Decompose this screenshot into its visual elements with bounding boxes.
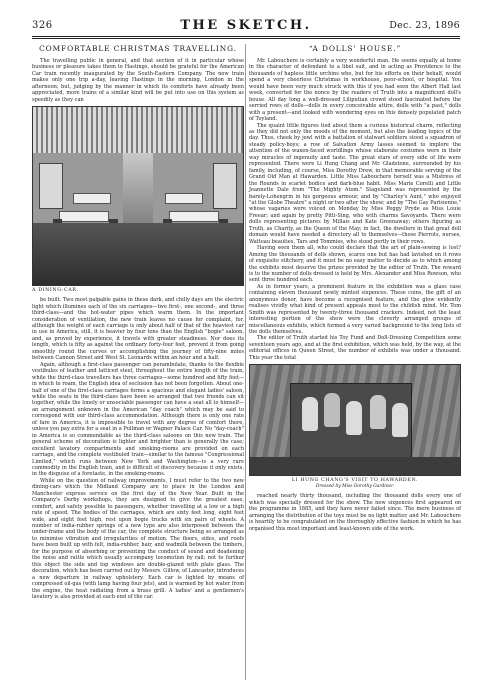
page-number: 326: [32, 20, 53, 31]
article-body: [249, 58, 461, 361]
issue-date: Dec. 23, 1896: [389, 20, 460, 31]
paragraph: The travelling public in general, and that section of it in particular whose business or pleasure takes them to Hastings, should be grateful for the American Car train recently inaugurated by the South-Eastern Company. The new train makes only one trip a-day, leaving Hastings in the morning, London in the afternoon; but, judging by the manner in which its comforts have already been appreciated, more trains of a similar kind will be put into use on this system as speedily as they can: [32, 58, 244, 103]
paragraph: reached nearly thirty thousand, including the thousand dolls every one of which was specially dressed for the show. The new sixpences first appeared on the programme in 1885, and they have never failed since. The mere business of arranging the distribution of the toys must be no light matter, and Mr. Labouchere is heartily to be congratulated on the thoroughly effective fashion in which he has organised this most important and least-known side of the work.: [249, 493, 461, 532]
dining-car-figure: [32, 106, 244, 293]
article-title: COMFORTABLE CHRISTMAS TRAVELLING.: [39, 44, 237, 53]
paragraph: Mr. Labouchere is certainly a very wonderful man. He seems equally at home in the character of defendant to a libel suit, and in acting as Providence to the thousands of hapless little urchins who, but for his efforts on their behalf, would spend a very cheerless Christmas in workhouse, poor-school, or hospital. You would have been very much struck with this if you had seen the Albert Hall last week, converted for the nonce by the readers of Truth into a magnificent doll's house. All day long a well-dressed Liliputian crowd stood fascinated before the serried rows of dolls—dolls in every conceivable attire, dolls with "a past," dolls with a present—and looked with wondering eyes on this densely populated patch of Toyland.: [249, 58, 461, 123]
column-divider: [245, 44, 246, 680]
header-rule-thin: [32, 38, 460, 39]
figure-credit: Dressed by Miss Dorothy Gardiner.: [315, 484, 395, 490]
paragraph: The editor of Truth started his Toy Fund and Doll-Dressing Competition some seventeen years ago, and at the first exhibition, which was held, by the way, at the editorial offices in Queen Street, the number of exhibits was under a thousand. This year the total: [249, 335, 461, 361]
running-header: [32, 18, 460, 34]
article-dolls-house: [249, 43, 461, 532]
article-title: “A DOLLS' HOUSE.”: [308, 44, 402, 53]
paragraph: As in former years, a prominent feature in the exhibition was a glass case containing eleven thousand newly minted sixpences. These coins, the gift of an anonymous donor, have become a recognised feature, and the glow evidently realises vividly what kind of present appeals most to the childish mind. Mr. Tom Smith was represented by twenty-three thousand crackers. Indeed, not the least interesting portion of the show were the cleverly arranged groups of miscellaneous exhibits, which formed a very varied background to the long lists of the dolls themselves.: [249, 283, 461, 336]
article-tail: [249, 493, 461, 532]
article-christmas-travelling: [32, 43, 244, 600]
figure-caption: LI HUNG CHANG'S VISIT TO HAWARDEN.: [291, 478, 419, 484]
dining-car-illustration: [32, 106, 244, 286]
article-body: [32, 297, 244, 600]
paragraph: Having seen them all, who could declare that the art of plain-sewing is lost? Among the thousands of dolls shown, scarce one but has had lavished on it rows of exquisite stitchery, and it must be no easy matter to decide as to which among the exhibits most deserve the prizes provided by the editor of Truth. The reward is to the number of dolls dressed is held by Mrs. Alexander and Miss Rowson, who sent three hundred each.: [249, 245, 461, 284]
header-rule: [32, 36, 460, 37]
paragraph: be built. Two most palpable gains in these dark, and chilly days are the electric light which illumines each of the six carriages—two first-, one second-, and three third-class—and the hot-water pipes which warm them. In the important consideration of ventilation, the new train leaves no cause for complaint, for, although the weight of each carriage is only about half of that of the heaviest car in use in America, still, it is heavier by four tons than the English "bogie" saloon, and, as proved by experience, it travels with greater steadiness. Nor does its length, which is fifty as against the ordinary forty-four feet, prevent it from going smoothly round the curves or accomplishing the journey of fifty-nine miles between Cannon Street and West St. Leonards within an hour and a half.: [32, 297, 244, 362]
doll-group-photograph: [249, 364, 461, 476]
paragraph: Again, although a first-class passenger can perambulate, thanks to the flexible vestibules of leather and latticed steel, throughout the entire length of the train, while the third-class travellers has three carriages—some hundred and fifty feet—in which to roam, the English idea of seclusion has not been forgotten. About one-half of one of the first-class carriages forms a spacious and elegant ladies' saloon, while the seats in the third-class have been so arranged that two friends can sit together, while the lonely or unsociable passenger can have a seat all to himself—an arrangement unknown in the American "day coach" which may be said to correspond with our third-class accommodation. Although there is only one rate of fare in America, it is impossible to travel with any degree of comfort there, unless you pay extra for a seat in a Pullman or Wagner Palace Car. No "day-coach" in America is so commendable as the third-class saloons on this new train. The general scheme of decoration is lighter and brighter than is generally the case; excellent lavatory compartments and smoking-rooms are provided on each carriage, and the complete vestibuled train—similar to the famous "Congressional Limited," which runs between New York and Washington—is a very rare commodity in the English train, and is difficult of discovery because it only exists, in the disguise of a foretaste, in the smoking-rooms.: [32, 361, 244, 478]
article-intro: [32, 58, 244, 103]
paragraph: While on the question of railway improvements, I must refer to the two new dining-cars which the Midland Company are to place in the London and Manchester express service on the first day of the New Year. Built in the Company's Derby workshops, they are designed to give the greatest ease, comfort, and safety possible to passengers, whether travelling at a low or a high rate of speed. The bodies of the carriages, which are sixty feet long, eight feet wide, and eight feet high, rest upon bogie trucks with six pairs of wheels. A number of india-rubber springs of a new type are also interposed between the under-frame and the body of the car, the complete structure being so arranged as to minimise vibration and irregularities of motion. The floors, sides, and roofs have been built up with felt, india-rubber, hair, and wadmilk between the timbers, for the purpose of absorbing or preventing the conduct of sound and deadening the noise and rattle which usually accompany locomotion by rail; not to further this object the side and top windows are double-glazed with plate glass. The decoration, which has been carried out by Messrs. Gillow, of Lancaster, introduces a new departure in railway upholstery. Each car is lighted by means of compressed oil-gas (with lamp having four jets), and is warmed by hot water from the engine, the heat radiating from a brass grill. A ladies' and a gentlemen's lavatory is also provided at each end of the car.: [32, 477, 244, 601]
figure-caption: A DINING-CAR.: [32, 288, 79, 294]
paragraph: The quaint little figures tied about them a curious historical charm, reflecting as they did not only the moods of the moment, but also the leading topics of the day. Thus, cheek by jowl with a battalion of stalwart soldiers stood a squadron of steady policy-boys; a row of Salvation Army lasses seemed to implore the attention of the waxen-faced worldlings whose elaborate costumes were in their way miracles of ingenuity and taste. The great stars of every side of life were represented. There were Li Hung Chang and Mr. Gladstone, surrounded by his family, including, of course, Miss Dorothy Drew, in that memorable serving of the Grand Old Man at Hawarden. Little Miss Labouchere herself was a Mistress of the Rounds in scarlet bodice and dark-blue habit. Miss Marie Corelli and Little Jeannette Dale from "The Mighty Atom." Stageland was represented by the barely-Lohengrin in his gorgeous armour, and by "Charley's Aunt," who enjoyed "at the Globe Theatre" a night or two after the show; and by "The Gay Parisienne," whose vagaries were voiced on Monday by Miss Peggy Pryde as Miss Louie Freear; and again by pretty Pitti-Sing, who with charms Savoyards. There were dolls representing pictures by Millais and Kate Greenaway; others figuring as Truth, as Charity, as the Queen of the May; in fact, the dwellers in that great doll domain would have needed a directory all to themselves—those Pierrots, nurses, Watteau beauties, Tars and Tommies, who stood pertly in their rows.: [249, 122, 461, 245]
hawarden-figure: [249, 364, 461, 489]
masthead: THE SKETCH.: [180, 18, 312, 33]
